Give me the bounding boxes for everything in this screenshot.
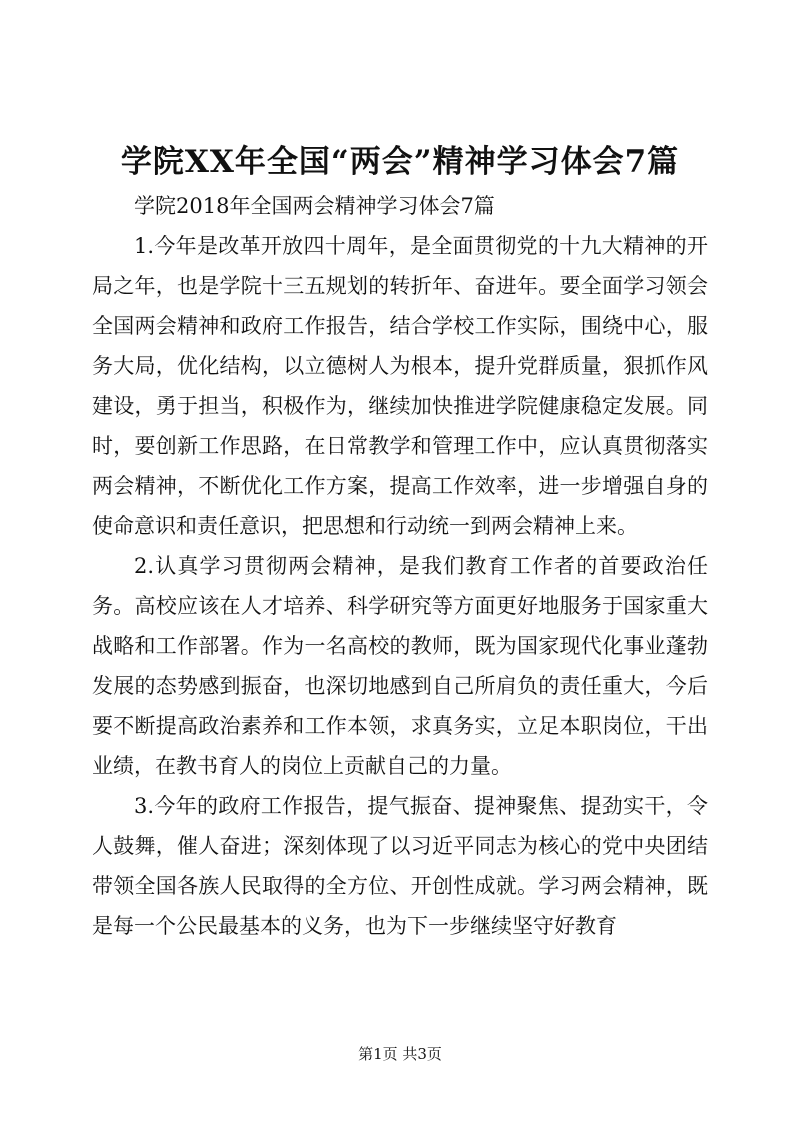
paragraph-1: 1.今年是改革开放四十周年，是全面贯彻党的十九大精神的开局之年，也是学院十三五规划的转折年、奋进年。要全面学习领会全国两会精神和政府工作报告，结合学校工作实际，围绕中心，服务大局，优化结构，以立德树人为根本，提升党群质量，狠抓作风建设，勇于担当，积极作为，继续加快推进学院健康稳定发展。同时，要创新工作思路，在日常教学和管理工作中，应认真贯彻落实两会精神，不断优化工作方案，提高工作效率，进一步增强自身的使命意识和责任意识，把思想和行动统一到两会精神上来。 bbox=[92, 234, 708, 538]
paragraph-3: 3.今年的政府工作报告，提气振奋、提神聚焦、提劲实干，令人鼓舞，催人奋进；深刻体现了以习近平同志为核心的党中央团结带领全国各族人民取得的全方位、开创性成就。学习两会精神，既是每一个公民最基本的义务，也为下一步继续坚守好教育 bbox=[92, 794, 708, 938]
paragraph-2: 2.认真学习贯彻两会精神，是我们教育工作者的首要政治任务。高校应该在人才培养、科学研究等方面更好地服务于国家重大战略和工作部署。作为一名高校的教师，既为国家现代化事业蓬勃发展的态势感到振奋，也深切地感到自己所肩负的责任重大，今后要不断提高政治素养和工作本领，求真务实，立足本职岗位，干出业绩，在教书育人的岗位上贡献自己的力量。 bbox=[92, 554, 708, 778]
page-number: 第1页 共3页 bbox=[358, 1045, 442, 1063]
document-body bbox=[92, 186, 708, 946]
document-title: 学院XX年全国“两会”精神学习体会7篇 bbox=[120, 144, 680, 180]
document-subtitle: 学院2018年全国两会精神学习体会7篇 bbox=[134, 194, 495, 218]
